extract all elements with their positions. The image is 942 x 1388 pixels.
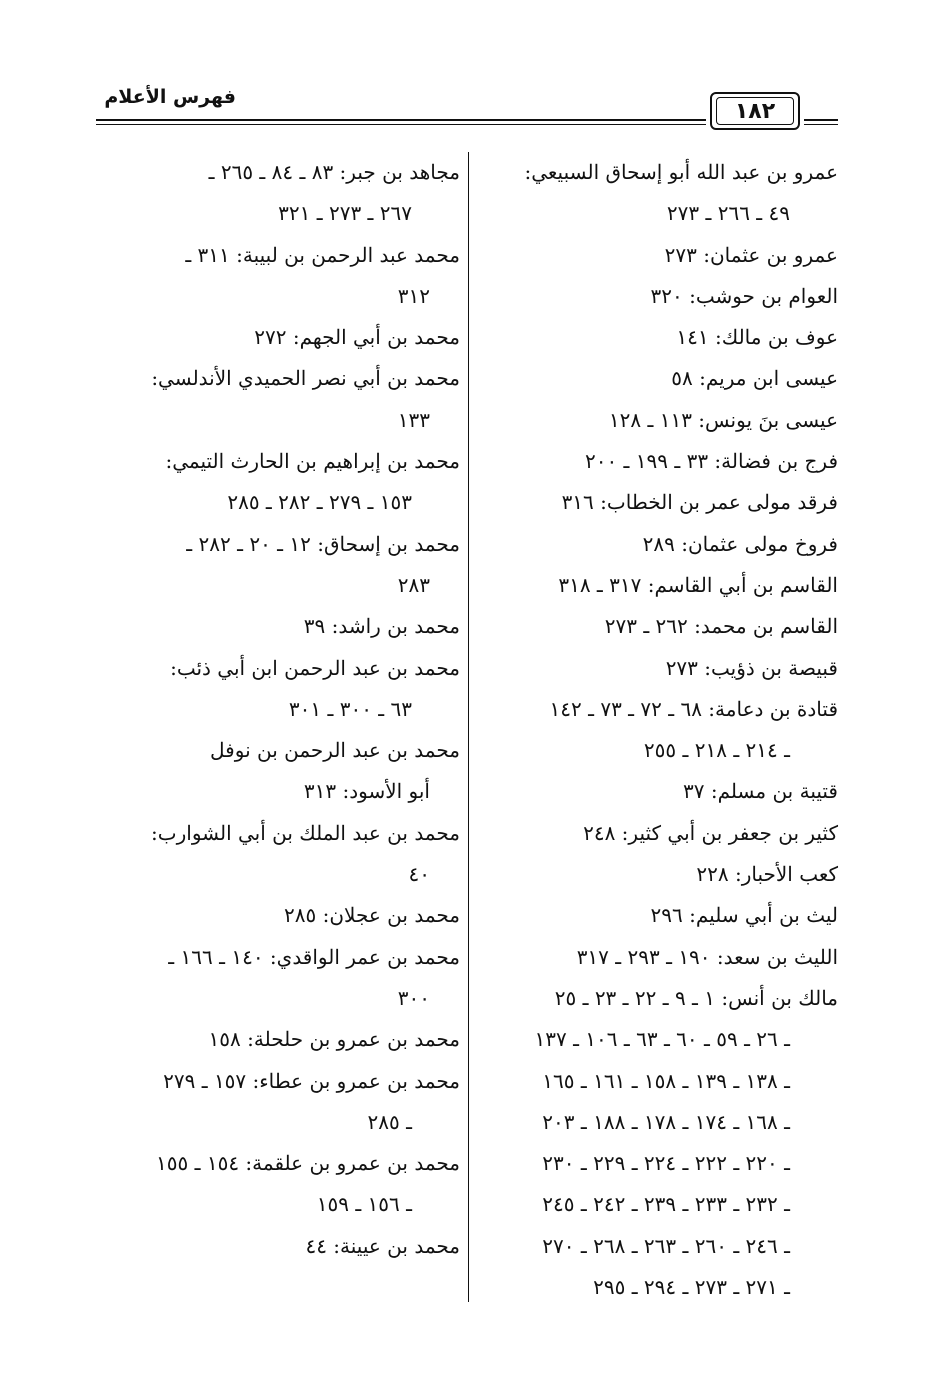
index-entry-continuation: ـ ٢٦ ـ ٥٩ ـ ٦٠ ـ ٦٣ ـ ١٠٦ ـ ١٣٧ <box>534 1027 790 1052</box>
index-entry: محمد بن عمرو بن حلحلة: ١٥٨ <box>208 1027 460 1052</box>
index-entry-continuation: ـ ٢٤٦ ـ ٢٦٠ ـ ٢٦٣ ـ ٢٦٨ ـ ٢٧٠ <box>542 1233 790 1258</box>
index-entry-continuation: ـ ١٣٨ ـ ١٣٩ ـ ١٥٨ ـ ١٦١ ـ ١٦٥ <box>542 1068 790 1093</box>
index-entry-continuation: ٤٠ <box>408 862 430 887</box>
index-entry: عمرو بن عثمان: ٢٧٣ <box>664 242 838 267</box>
index-entry-continuation: ـ ٢٨٥ <box>367 1109 412 1134</box>
index-entry: القاسم بن محمد: ٢٦٢ ـ ٢٧٣ <box>604 614 838 639</box>
page-number: ١٨٢ <box>716 97 794 125</box>
index-entry: عيسى ابن مريم: ٥٨ <box>671 366 838 391</box>
index-entry: فرج بن فضالة: ٣٣ ـ ١٩٩ ـ ٢٠٠ <box>584 449 838 474</box>
left-column <box>96 152 460 1267</box>
index-entry: محمد بن إسحاق: ١٢ ـ ٢٠ ـ ٢٨٢ ـ <box>186 531 460 556</box>
page-header <box>96 82 838 132</box>
running-title: فهرس الأعلام <box>104 86 236 108</box>
index-entry-continuation: ـ ٢٧١ ـ ٢٧٣ ـ ٢٩٤ ـ ٢٩٥ <box>593 1275 790 1300</box>
index-entry: الليث بن سعد: ١٩٠ ـ ٢٩٣ ـ ٣١٧ <box>576 944 838 969</box>
index-entry-continuation: ـ ٢١٤ ـ ٢١٨ ـ ٢٥٥ <box>643 738 790 763</box>
index-entry: قتيبة بن مسلم: ٣٧ <box>683 779 838 804</box>
index-entry: كعب الأحبار: ٢٢٨ <box>696 862 838 887</box>
index-columns <box>96 152 838 1312</box>
index-entry-continuation: أبو الأسود: ٣١٣ <box>303 779 430 804</box>
header-rule <box>96 119 706 121</box>
column-divider <box>468 152 469 1302</box>
index-entry: فرقد مولى عمر بن الخطاب: ٣١٦ <box>561 490 838 515</box>
index-entry: قبيصة بن ذؤيب: ٢٧٣ <box>665 655 838 680</box>
index-entry-continuation: ٣١٢ <box>397 283 430 308</box>
index-entry-continuation: ١٥٣ ـ ٢٧٩ ـ ٢٨٢ ـ ٢٨٥ <box>227 490 412 515</box>
index-entry: عمرو بن عبد الله أبو إسحاق السبيعي: <box>524 160 838 184</box>
index-entry: مجاهد بن جبر: ٨٣ ـ ٨٤ ـ ٢٦٥ ـ <box>208 160 460 184</box>
index-entry: محمد بن عبد الملك بن أبي الشوارب: <box>151 820 460 845</box>
index-entry: محمد بن عبد الرحمن ابن أبي ذئب: <box>170 655 460 680</box>
index-entry: عيسى بنَ يونس: ١١٣ ـ ١٢٨ <box>608 407 838 432</box>
index-entry: محمد بن عمر الواقدي: ١٤٠ ـ ١٦٦ ـ <box>168 944 460 969</box>
index-entry: عوف بن مالك: ١٤١ <box>676 325 838 350</box>
index-entry: محمد بن عبد الرحمن بن نوفل <box>210 738 460 763</box>
index-entry-continuation: ٤٩ ـ ٢٦٦ ـ ٢٧٣ <box>666 201 790 226</box>
index-entry-continuation: ٢٨٣ <box>397 572 430 597</box>
index-entry: محمد بن راشد: ٣٩ <box>303 614 460 639</box>
index-entry-continuation: ـ ٢٢٠ ـ ٢٢٢ ـ ٢٢٤ ـ ٢٢٩ ـ ٢٣٠ <box>542 1151 790 1176</box>
index-entry: القاسم بن أبي القاسم: ٣١٧ ـ ٣١٨ <box>558 572 838 597</box>
index-entry: محمد بن عجلان: ٢٨٥ <box>284 903 460 928</box>
index-entry-continuation: ١٣٣ <box>397 407 430 432</box>
index-entry: كثير بن جعفر بن أبي كثير: ٢٤٨ <box>583 820 838 845</box>
index-entry: محمد بن عمرو بن عطاء: ١٥٧ ـ ٢٧٩ <box>163 1068 460 1093</box>
index-entry-continuation: ٦٣ ـ ٣٠٠ ـ ٣٠١ <box>288 696 412 721</box>
index-entry-continuation: ـ ١٦٨ ـ ١٧٤ ـ ١٧٨ ـ ١٨٨ ـ ٢٠٣ <box>542 1109 790 1134</box>
index-entry: محمد عبد الرحمن بن لبيبة: ٣١١ ـ <box>185 242 460 267</box>
index-entry: العوام بن حوشب: ٣٢٠ <box>650 283 838 308</box>
index-entry-continuation: ـ ١٥٦ ـ ١٥٩ <box>316 1192 412 1217</box>
index-entry: محمد بن عمرو بن علقمة: ١٥٤ ـ ١٥٥ <box>156 1151 460 1176</box>
index-entry: ليث بن أبي سليم: ٢٩٦ <box>650 903 838 928</box>
index-entry: محمد بن أبي نصر الحميدي الأندلسي: <box>151 366 460 391</box>
index-entry-continuation: ٣٠٠ <box>397 985 430 1010</box>
index-entry: مالك بن أنس: ١ ـ ٩ ـ ٢٢ ـ ٢٣ ـ ٢٥ <box>554 985 838 1010</box>
index-entry: قتادة بن دعامة: ٦٨ ـ ٧٢ ـ ٧٣ ـ ١٤٢ <box>549 696 838 721</box>
right-column <box>478 152 838 1308</box>
index-entry: محمد بن عيينة: ٤٤ <box>305 1233 460 1258</box>
header-rule <box>804 119 838 121</box>
index-entry-continuation: ـ ٢٣٢ ـ ٢٣٣ ـ ٢٣٩ ـ ٢٤٢ ـ ٢٤٥ <box>542 1192 790 1217</box>
header-rule <box>96 124 706 125</box>
index-entry: محمد بن إبراهيم بن الحارث التيمي: <box>165 449 460 474</box>
index-entry: فروخ مولى عثمان: ٢٨٩ <box>642 531 838 556</box>
index-entry-continuation: ٢٦٧ ـ ٢٧٣ ـ ٣٢١ <box>278 201 412 226</box>
page-number-frame <box>710 92 800 130</box>
header-rule <box>804 124 838 125</box>
index-entry: محمد بن أبي الجهم: ٢٧٢ <box>254 325 460 350</box>
